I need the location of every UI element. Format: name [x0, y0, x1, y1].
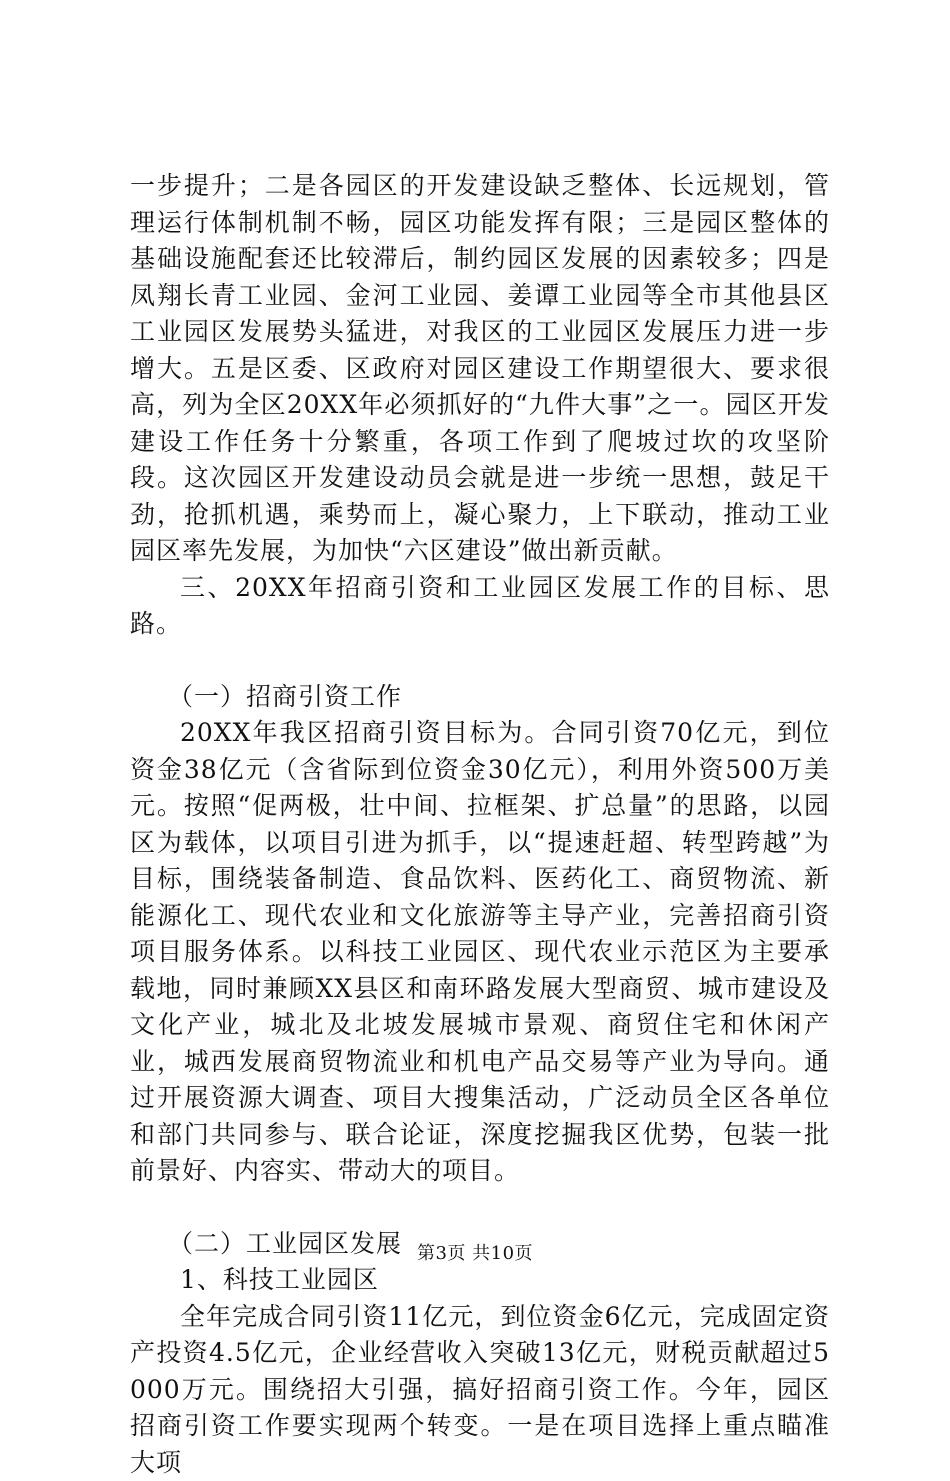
- page-number-footer: 第3页 共10页: [0, 1242, 950, 1266]
- document-body: [130, 168, 830, 1481]
- blank-line: [130, 1190, 830, 1226]
- item-tech-park-title: 1、科技工业园区: [130, 1262, 830, 1299]
- section-three-title: 三、20XX年招商引资和工业园区发展工作的目标、思路。: [130, 570, 830, 643]
- subheading-investment: （一）招商引资工作: [130, 679, 830, 716]
- paragraph-challenges: 一步提升；二是各园区的开发建设缺乏整体、长远规划，管理运行体制机制不畅，园区功能发挥有限；三是园区整体的基础设施配套还比较滞后，制约园区发展的因素较多；四是凤翔长青工业园、金河工业园、姜谭工业园等全市其他县区工业园区发展势头猛进，对我区的工业园区发展压力进一步增大。五是区委、区政府对园区建设工作期望很大、要求很高，列为全区20XX年必须抓好的“九件大事”之一。园区开发建设工作任务十分繁重，各项工作到了爬坡过坎的攻坚阶段。这次园区开发建设动员会就是进一步统一思想，鼓足干劲，抢抓机遇，乘势而上，凝心聚力，上下联动，推动工业园区率先发展，为加快“六区建设”做出新贡献。: [130, 168, 830, 570]
- blank-line: [130, 643, 830, 679]
- paragraph-investment: 20XX年我区招商引资目标为。合同引资70亿元，到位资金38亿元（含省际到位资金30亿元），利用外资500万美元。按照“促两极，壮中间、拉框架、扩总量”的思路，以园区为载体，以项目引进为抓手，以“提速赶超、转型跨越”为目标，围绕装备制造、食品饮料、医药化工、商贸物流、新能源化工、现代农业和文化旅游等主导产业，完善招商引资项目服务体系。以科技工业园区、现代农业示范区为主要承载地，同时兼顾XX县区和南环路发展大型商贸、城市建设及文化产业，城北及北坡发展城市景观、商贸住宅和休闲产业，城西发展商贸物流业和机电产品交易等产业为导向。通过开展资源大调查、项目大搜集活动，广泛动员全区各单位和部门共同参与、联合论证，深度挖掘我区优势，包装一批前景好、内容实、带动大的项目。: [130, 715, 830, 1190]
- paragraph-tech-park: 全年完成合同引资11亿元，到位资金6亿元，完成固定资产投资4.5亿元，企业经营收入突破13亿元，财税贡献超过5000万元。围绕招大引强，搞好招商引资工作。今年，园区招商引资工作要实现两个转变。一是在项目选择上重点瞄准大项: [130, 1299, 830, 1481]
- subheading-industrial-park: （二）工业园区发展: [130, 1226, 830, 1263]
